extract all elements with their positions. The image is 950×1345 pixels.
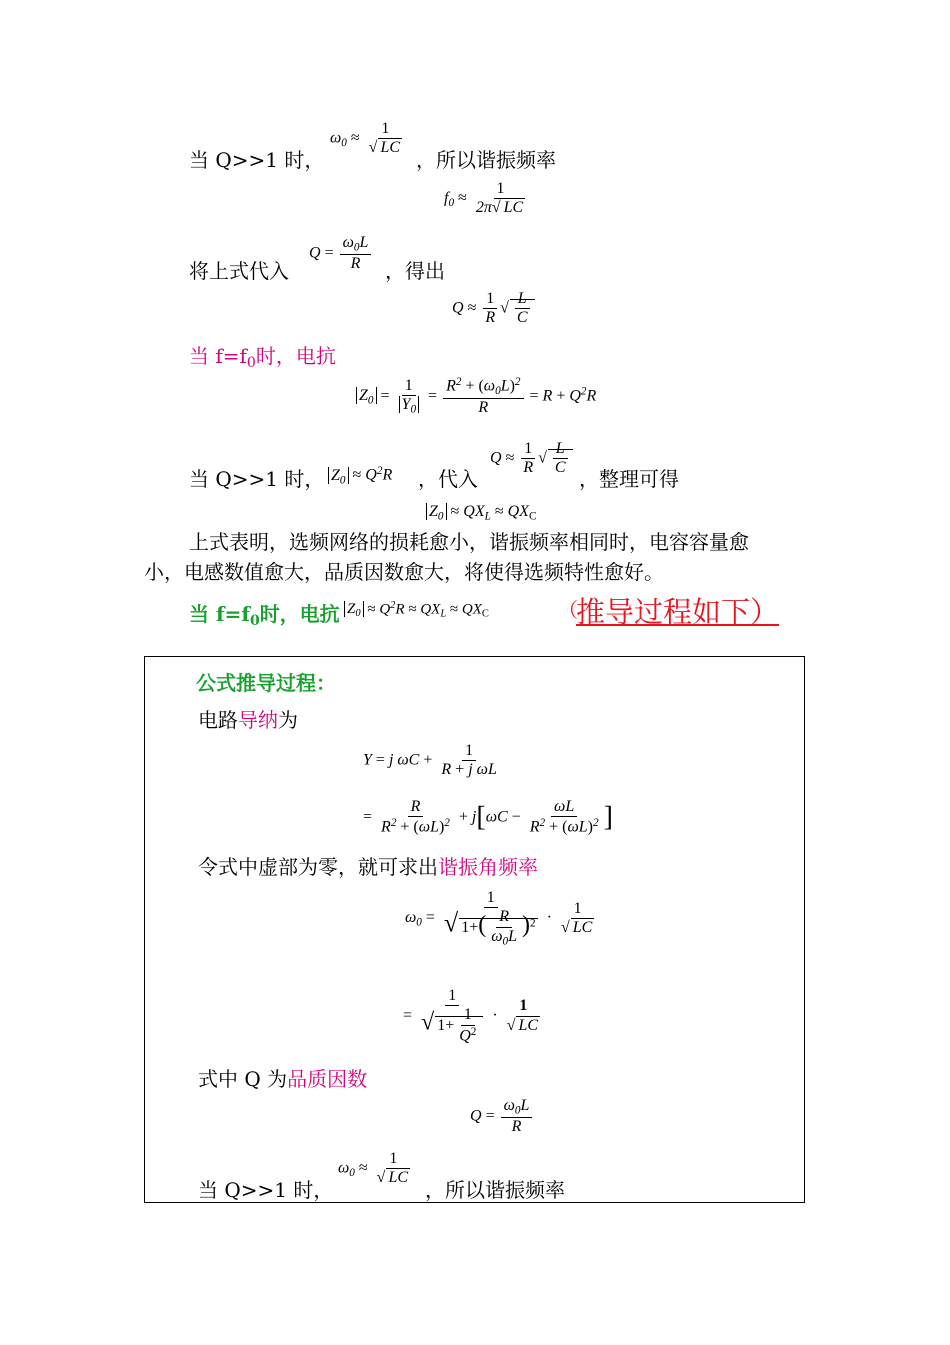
formula-omega0-approx-box: $\omega_0$ ≈ $\frac{1}{√ LC}$ bbox=[338, 1150, 409, 1187]
formula-q-approx-inline: Q ≈ $\frac{1}{R}$ √ $\frac{L}{C}$ bbox=[490, 440, 573, 478]
formula-q-definition: Q = $\frac{\omega_0L}{R}$ bbox=[309, 234, 373, 274]
text-line-reactance-heading: 当 $f=f_0$时，电抗 bbox=[189, 344, 336, 372]
text-line-resonant-freq-box: ，所以谐振频率 bbox=[425, 1178, 565, 1202]
formula-omega0-approx: $\omega_0$ ≈ $\frac{1}{√ LC}$ bbox=[330, 120, 401, 157]
text-line-q-condition-2: 当 Q>>1 时， bbox=[189, 467, 325, 491]
text-line-admittance: 电路导纳为 bbox=[198, 708, 298, 732]
text-line-q-condition-box: 当 Q>>1 时， bbox=[198, 1178, 334, 1202]
text-line-reactance-green: 当 $f=f_0$时，电抗 bbox=[189, 602, 340, 630]
derivation-note: 推导过程如下） bbox=[576, 595, 780, 629]
text-line-derive: ，得出 bbox=[385, 259, 445, 283]
formula-z0-qxl-qxc: $Z_0 \approx QX_L \approx QX_C$ bbox=[426, 503, 536, 522]
derivation-title: 公式推导过程： bbox=[196, 671, 336, 695]
text-paragraph-conclusion-line1: 上式表明，选频网络的损耗愈小，谐振频率相同时，电容容量愈 bbox=[189, 530, 749, 554]
formula-z0-approx-q2r: $Z_0 \approx Q^2R$ bbox=[328, 465, 392, 486]
formula-omega0-q: = 1 √ 1+ $\frac{1}{Q^2}$ · $\frac{1}{√ LC}$ bbox=[403, 987, 539, 1045]
text-paragraph-conclusion-line2: 小，电感数值愈大，品质因数愈大，将使得选频特性愈好。 bbox=[144, 560, 664, 584]
formula-admittance-y: Y = j ωC + $\frac{1}{\text{R + j ωL}}$ bbox=[363, 742, 497, 779]
formula-z0-green-line: $Z_0 \approx Q^2R \approx QX_L \approx QX_C$ bbox=[344, 600, 489, 619]
derivation-box bbox=[144, 656, 805, 1203]
text-line-q-condition-1: 当 Q>>1 时， bbox=[189, 148, 325, 172]
formula-q-approx: Q ≈ $\frac{1}{R}$ √ $\frac{L}{C}$ bbox=[452, 290, 535, 328]
text-line-simplify: ，整理可得 bbox=[579, 467, 679, 491]
formula-f0-approx: $f_0$ ≈ $\frac{1}{2\pi√ LC}$ bbox=[444, 180, 524, 217]
text-line-resonant-freq-1: ，所以谐振频率 bbox=[416, 148, 556, 172]
formula-q-definition-box: Q = $\frac{\omega_0L}{R}$ bbox=[470, 1097, 534, 1137]
text-line-substitute: 将上式代入 bbox=[189, 259, 289, 283]
text-line-quality-factor: 式中 Q 为品质因数 bbox=[198, 1067, 368, 1091]
derivation-note-paren: （ bbox=[558, 598, 578, 622]
text-line-imag-zero: 令式中虚部为零，就可求出谐振角频率 bbox=[198, 855, 538, 879]
text-line-substitute-2: ，代入 bbox=[418, 467, 478, 491]
formula-omega0-exact: $\omega_0$ = 1 √ 1+( $\frac{R}{\omega_0L}$ )$^2$ · $\frac{1}{√ LC}$ bbox=[405, 889, 593, 948]
formula-admittance-expanded: = $\frac{R}{R^2 + (\omega L)^2}$ + j[ωC − $\frac{\omega L}{R^2 + (\omega L)^2}$ ] bbox=[363, 798, 613, 836]
formula-z0-magnitude: $Z_0$ = $\frac{1}{Y_0}$ = $\frac{R^2 + (\omega_0L)^2}{R}$ = $R + Q^2R$ bbox=[356, 376, 596, 417]
